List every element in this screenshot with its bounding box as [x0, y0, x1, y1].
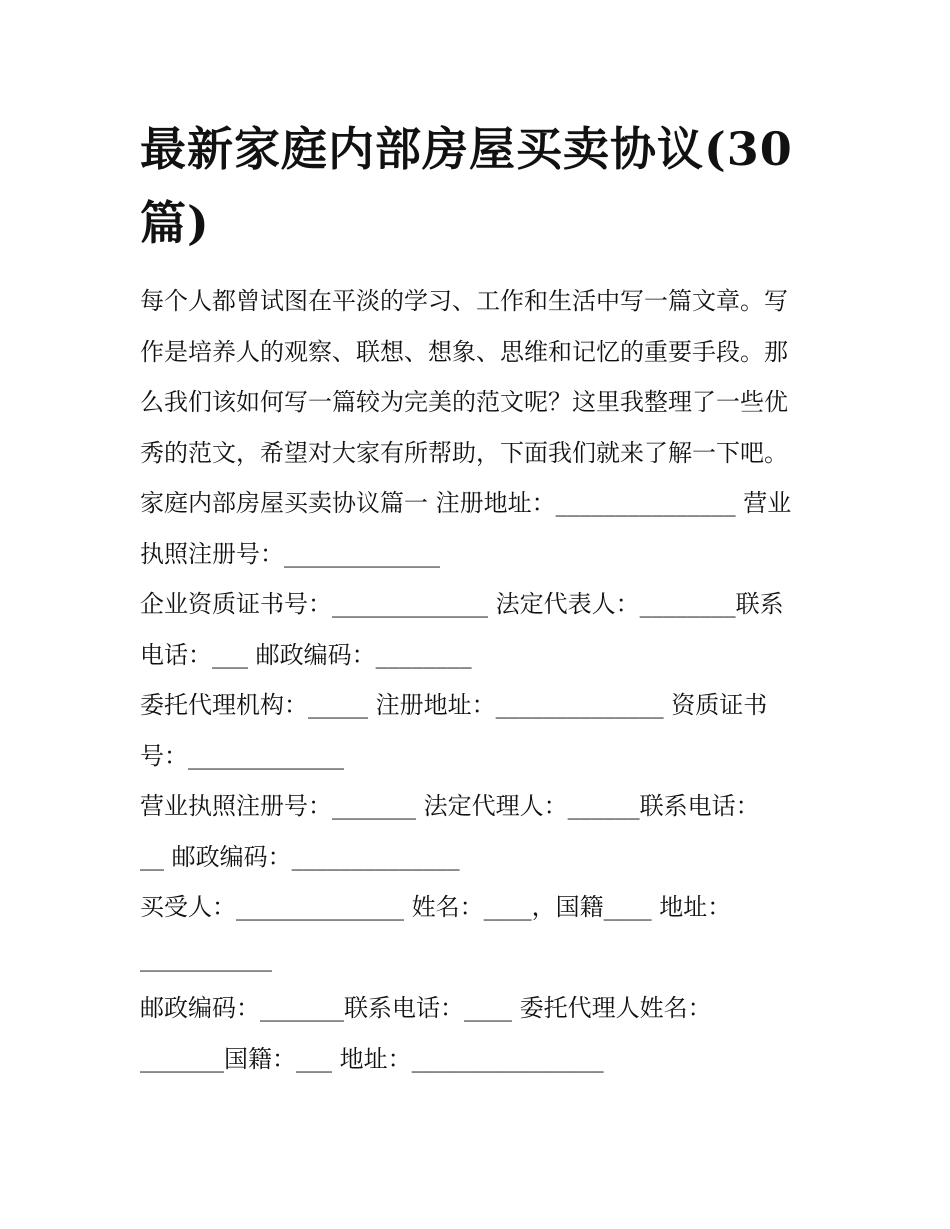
text-line: 邮政编码：_______联系电话：____ 委托代理人姓名： [140, 994, 712, 1022]
text-line: 号：_____________ [140, 741, 344, 770]
text-line: 营业执照注册号：_______ 法定代理人：______联系电话： [140, 792, 760, 820]
text-line: 家庭内部房屋买卖协议篇一 注册地址：_______________ 营业 [140, 489, 792, 517]
text-line: 电话：___ 邮政编码：________ [140, 640, 472, 669]
text-line: 么我们该如何写一篇较为完美的范文呢？这里我整理了一些优 [140, 388, 788, 416]
text-line: _______国籍：___ 地址：________________ [140, 1044, 604, 1073]
text-line: 每个人都曾试图在平淡的学习、工作和生活中写一篇文章。写 [140, 287, 788, 315]
text-line: ___________ [140, 943, 272, 972]
text-line: 执照注册号：_____________ [140, 539, 440, 568]
text-line: 秀的范文，希望对大家有所帮助，下面我们就来了解一下吧。 [140, 438, 788, 467]
title-line-2: 篇) [140, 196, 210, 250]
text-line: __ 邮政编码：______________ [140, 842, 460, 871]
text-line: 买受人：______________ 姓名：____，国籍____ 地址： [140, 893, 732, 921]
title-line-1: 最新家庭内部房屋买卖协议(30 [140, 122, 793, 176]
text-line: 委托代理机构：_____ 注册地址：______________ 资质证书 [140, 691, 768, 719]
text-line: 企业资质证书号：_____________ 法定代表人：________联系 [140, 590, 784, 618]
text-line: 作是培养人的观察、联想、想象、思维和记忆的重要手段。那 [140, 337, 788, 366]
document-body [140, 276, 820, 1084]
document-title [140, 112, 830, 260]
